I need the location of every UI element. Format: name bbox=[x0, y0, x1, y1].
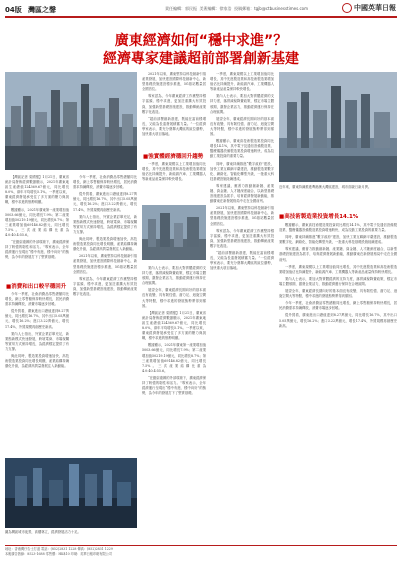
article-column-1 bbox=[5, 175, 69, 271]
layout-editor: 美術編輯：徐家浩 bbox=[199, 6, 232, 11]
paragraph: 與此同時，製造業投資增速加快，高技術製造業投資同比增長明顯，產業結構持續優化升級，為經濟高質量發展注入新動能。 bbox=[73, 237, 137, 252]
paragraph: 展望全年，廣東經濟長期向好的基本面沒有改變，具有韌性強、潛力足、迴旋空間大等特點，穩中求進的發展態勢將得到鞏固。 bbox=[279, 289, 397, 299]
paragraph: 業內人士表示，要加大對實體經濟的支持力度，落實減稅降費政策，穩定市場主體預期，激發企業活力，推動經濟運行保持在合理區間。 bbox=[279, 276, 397, 286]
article-column-5 bbox=[279, 223, 397, 542]
paragraph: 數據顯示，廣東高技術製造業投資同比增長14.1%，其中電子及通信設備製造業、醫療儀器設備製造業投資增速較快，成為拉動工業投資的重要力量。 bbox=[279, 223, 397, 233]
section-name: 灣區之聲 bbox=[28, 6, 56, 14]
page-footer bbox=[5, 547, 397, 557]
paragraph: 2021年以來，廣東堅持以科技創新引領產業發展，加快建設國際科技創新中心，新型基礎設施建設穩步推進，5G基站數量居全國首位。 bbox=[210, 206, 274, 226]
photo-caption: 圖為灣區城市夜景，高樓林立，經濟發展活力十足。 bbox=[5, 530, 81, 534]
paragraph: 從外貿看，廣東進出口總值達到8.27萬億元，同比增長16.7%，其中出口5.05萬億元，增長16.2%；進口3.22萬億元，增長17.4%，外貿規模再創歷史新高。 bbox=[279, 313, 397, 328]
paragraph: 業內人士表示，要加大對實體經濟的支持力度，落實減稅降費政策，穩定市場主體預期，激發企業活力，推動經濟運行保持在合理區間。 bbox=[142, 266, 206, 286]
submission-email: 投稿郵箱：tgjb@ctbusinesstimes.com bbox=[234, 6, 308, 11]
paragraph: 同時，廣東持續推進“數字政府”建設，加快工業互聯網平臺建設，推動製造業數字化、網絡化、智能化轉型升級，一批重大科技基礎設施陸續建成。 bbox=[210, 161, 274, 181]
logo-icon bbox=[342, 3, 352, 13]
paragraph: “超前部署創新基建，既能在當前穩增長，又能為長遠發展積蓄力量。”一位經濟學家表示，要充分發揮大灣區的區位優勢，加快重大項目落地。 bbox=[142, 116, 206, 137]
article-column-3b bbox=[142, 162, 206, 202]
night-city-image bbox=[5, 458, 137, 528]
paragraph: 展望全年，廣東經濟長期向好的基本面沒有改變，具有韌性強、潛力足、迴旋空間大等特點，穩中求進的發展態勢將得到鞏固。 bbox=[142, 288, 206, 308]
paragraph: 從外貿看，廣東進出口總值達到8.27萬億元，同比增長16.7%，其中出口5.05萬億元，增長16.2%；進口3.22萬億元，增長17.4%，外貿規模再創歷史新高。 bbox=[73, 192, 137, 212]
paragraph: 今年一季度，社會消費品零售總額同比增長，網上零售額保持較快增長，居民消費需求持續釋放，消費市場逐步回暖。 bbox=[5, 292, 69, 307]
article-column-3 bbox=[142, 72, 206, 147]
footer-rule bbox=[5, 545, 397, 546]
paragraph: 業內人士指出，外貿企業訂單充足，新業態新模式快速發展，跨境電商、市場採購等貿易方式保持增長，為經濟穩定提供了有力支撐。 bbox=[73, 214, 137, 234]
paragraph: 數據顯示，廣東高技術製造業投資同比增長14.1%，其中電子及通信設備製造業、醫療儀器設備製造業投資增速較快，成為拉動工業投資的重要力量。 bbox=[210, 139, 274, 159]
harbor-image bbox=[279, 72, 397, 182]
paragraph: 業內人士表示，要加大對實體經濟的支持力度，落實減稅降費政策，穩定市場主體預期，激發企業活力，推動經濟運行保持在合理區間。 bbox=[210, 94, 274, 114]
subheading-high-tech: ■高技術製造業投資增長14.1% bbox=[279, 214, 359, 220]
headline-line-1: 廣東經濟如何“穩中求進”？ bbox=[114, 33, 288, 49]
footer-line-2: 本報廣告熱線：8523-1688 零售價：HK$10 印刷：英華日報印刷有限公司 bbox=[5, 552, 113, 556]
header-rule bbox=[5, 16, 397, 18]
newspaper-logo bbox=[342, 3, 396, 13]
construction-image bbox=[142, 205, 206, 260]
subheading-consumption: ■消費和出口較平穩回升 bbox=[6, 284, 67, 290]
article-column-4 bbox=[210, 72, 274, 542]
page-number: 04版 bbox=[5, 6, 22, 14]
harbor-photo bbox=[279, 72, 397, 182]
paragraph: 【灣區記者 梁國強】1月21日，廣東省統計局發佈經濟數據顯示，2021年廣東地區生產總值124369.67億元，同比增長8.0%，兩年平均增長5.1%。一季度以來，廣東經濟發展承受住了多方面的壓力與挑戰，穩中求進的態勢明顯。 bbox=[5, 175, 69, 205]
paragraph: 從外貿看，廣東進出口總值達到8.27萬億元，同比增長16.7%，其中出口5.05萬億元，增長16.2%；進口3.22萬億元，增長17.4%，外貿規模再創歷史新高。 bbox=[5, 309, 69, 329]
article-column-3c bbox=[142, 266, 206, 542]
paragraph: 展望全年，廣東經濟長期向好的基本面沒有改變，具有韌性強、潛力足、迴旋空間大等特點，穩中求進的發展態勢將得到鞏固。 bbox=[210, 116, 274, 137]
brand-name: 中國英華日報 bbox=[354, 4, 396, 12]
city-skyline-image bbox=[5, 72, 137, 170]
construction-photo bbox=[142, 205, 206, 260]
paragraph: 同時，廣東持續推進“數字政府”建設，加快工業互聯網平臺建設，推動製造業數字化、網絡化、智能化轉型升級，一批重大科技基礎設施陸續建成。 bbox=[279, 235, 397, 245]
article-column-2 bbox=[73, 175, 137, 452]
night-city-photo bbox=[5, 458, 137, 528]
paragraph: 今年一季度，社會消費品零售總額同比增長，網上零售額保持較快增長，居民消費需求持續釋放，消費市場逐步回暖。 bbox=[279, 301, 397, 311]
paragraph: 一季度，廣東規模以上工業增加值同比增長，其中先進製造業和高技術製造業增加值佔比持續提升，新能源汽車、工業機器人等新產品產量保持較快增長。 bbox=[210, 72, 274, 92]
paragraph: 數據顯示，2021年廣東第一產業增加值5003.66億元，同比增長7.9%；第二產業增加值50219.19億元，同比增長8.7%；第三產業增加值69146.82億元，同比增長7.5%。三次產業結構比重為4.0:40.4:55.6。 bbox=[142, 343, 206, 373]
editor: 責任編輯：郭民振 bbox=[165, 6, 197, 11]
paragraph: 與此同時，製造業投資增速加快，高技術製造業投資同比增長明顯，產業結構持續優化升級，為經濟高質量發展注入新動能。 bbox=[5, 354, 69, 369]
paragraph: 業內人士指出，外貿企業訂單充足，新業態新模式快速發展，跨境電商、市場採購等貿易方式保持增長，為經濟穩定提供了有力支撐。 bbox=[5, 331, 69, 351]
paragraph: 2021年以來，廣東堅持以科技創新引領產業發展，加快建設國際科技創新中心，新型基礎設施建設穩步推進，5G基站數量居全國首位。 bbox=[142, 72, 206, 92]
paragraph: 數據顯示，2021年廣東第一產業增加值5003.66億元，同比增長7.9%；第二產業增加值50219.19億元，同比增長8.7%；第三產業增加值69146.82億元，同比增長7.5%。三次產業結構比重為4.0:40.4:55.6。 bbox=[5, 207, 69, 238]
paragraph: 專家認為，今年廣東經濟工作應堅持穩字當頭、穩中求進，更加註重擴大有效投資，加強新型基礎設施建設，推動傳統產業數字化改造。 bbox=[73, 276, 137, 296]
paragraph: 專家認為，今年廣東經濟工作應堅持穩字當頭、穩中求進，更加註重擴大有效投資，加強新型基礎設施建設，推動傳統產業數字化改造。 bbox=[210, 228, 274, 248]
paragraph: 今年一季度，社會消費品零售總額同比增長，網上零售額保持較快增長，居民消費需求持續釋放，消費市場逐步回暖。 bbox=[73, 175, 137, 190]
paragraph: 2021年以來，廣東堅持以科技創新引領產業發展，加快建設國際科技創新中心，新型基礎設施建設穩步推進，5G基站數量居全國首位。 bbox=[73, 254, 137, 274]
footer-line-1: 地址：香港灣仔告士打道 電話：(852)2831 1228 傳真：(852)2831 1229 bbox=[5, 547, 113, 551]
subheading-real-economy: ■強實體經濟穩回升趨勢 bbox=[143, 154, 204, 160]
article-column-1b bbox=[5, 292, 69, 452]
paragraph: 專家認為，今年廣東經濟工作應堅持穩字當頭、穩中求進，更加註重擴大有效投資，加強新型基礎設施建設，推動傳統產業數字化改造。 bbox=[142, 94, 206, 114]
editor-line bbox=[165, 6, 308, 12]
city-skyline-photo bbox=[5, 72, 137, 170]
paragraph: 一季度，廣東規模以上工業增加值同比增長，其中先進製造業和高技術製造業增加值佔比持續提升，新能源汽車、工業機器人等新產品產量保持較快增長。 bbox=[279, 264, 397, 274]
paragraph: “超前部署創新基建，既能在當前穩增長，又能為長遠發展積蓄力量。”一位經濟學家表示，要充分發揮大灣區的區位優勢，加快重大項目落地。 bbox=[210, 251, 274, 271]
paragraph: 一季度，廣東規模以上工業增加值同比增長，其中先進製造業和高技術製造業增加值佔比持續提升，新能源汽車、工業機器人等新產品產量保持較快增長。 bbox=[142, 162, 206, 182]
paragraph: 專家建議，應著力推動創新鏈、產業鏈、資金鏈、人才鏈深度融合，以新型基礎設施建設為抓手，培育經濟發展新動能，推動廣東在新發展格局中走在全國前列。 bbox=[210, 183, 274, 204]
paragraph: 專家建議，應著力推動創新鏈、產業鏈、資金鏈、人才鏈深度融合，以新型基礎設施建設為抓手，培育經濟發展新動能，推動廣東在新發展格局中走在全國前列。 bbox=[279, 247, 397, 262]
headline-line-2: 經濟專家建議超前部署創新基建 bbox=[103, 51, 299, 67]
paragraph: “在錯綜複雜的外部環境下，廣東經濟保持了較強的韌性和活力。”專家表示，全年經濟運行呈現出“穩中有進、穩中向好”的態勢，為今年的發展打下了堅實基礎。 bbox=[5, 240, 69, 260]
paragraph: “在錯綜複雜的外部環境下，廣東經濟保持了較強的韌性和活力。”專家表示，全年經濟運行呈現出“穩中有進、穩中向好”的態勢，為今年的發展打下了堅實基礎。 bbox=[142, 375, 206, 396]
photo-caption: 近年來，廣東持續推進粵港澳大灣區建設，城市面貌日新月異。 bbox=[279, 185, 372, 189]
paragraph: 【灣區記者 梁國強】1月21日，廣東省統計局發佈經濟數據顯示，2021年廣東地區生產總值124369.67億元，同比增長8.0%，兩年平均增長5.1%。一季度以來，廣東經濟發展承受住了多方面的壓力與挑戰，穩中求進的態勢明顯。 bbox=[142, 310, 206, 341]
